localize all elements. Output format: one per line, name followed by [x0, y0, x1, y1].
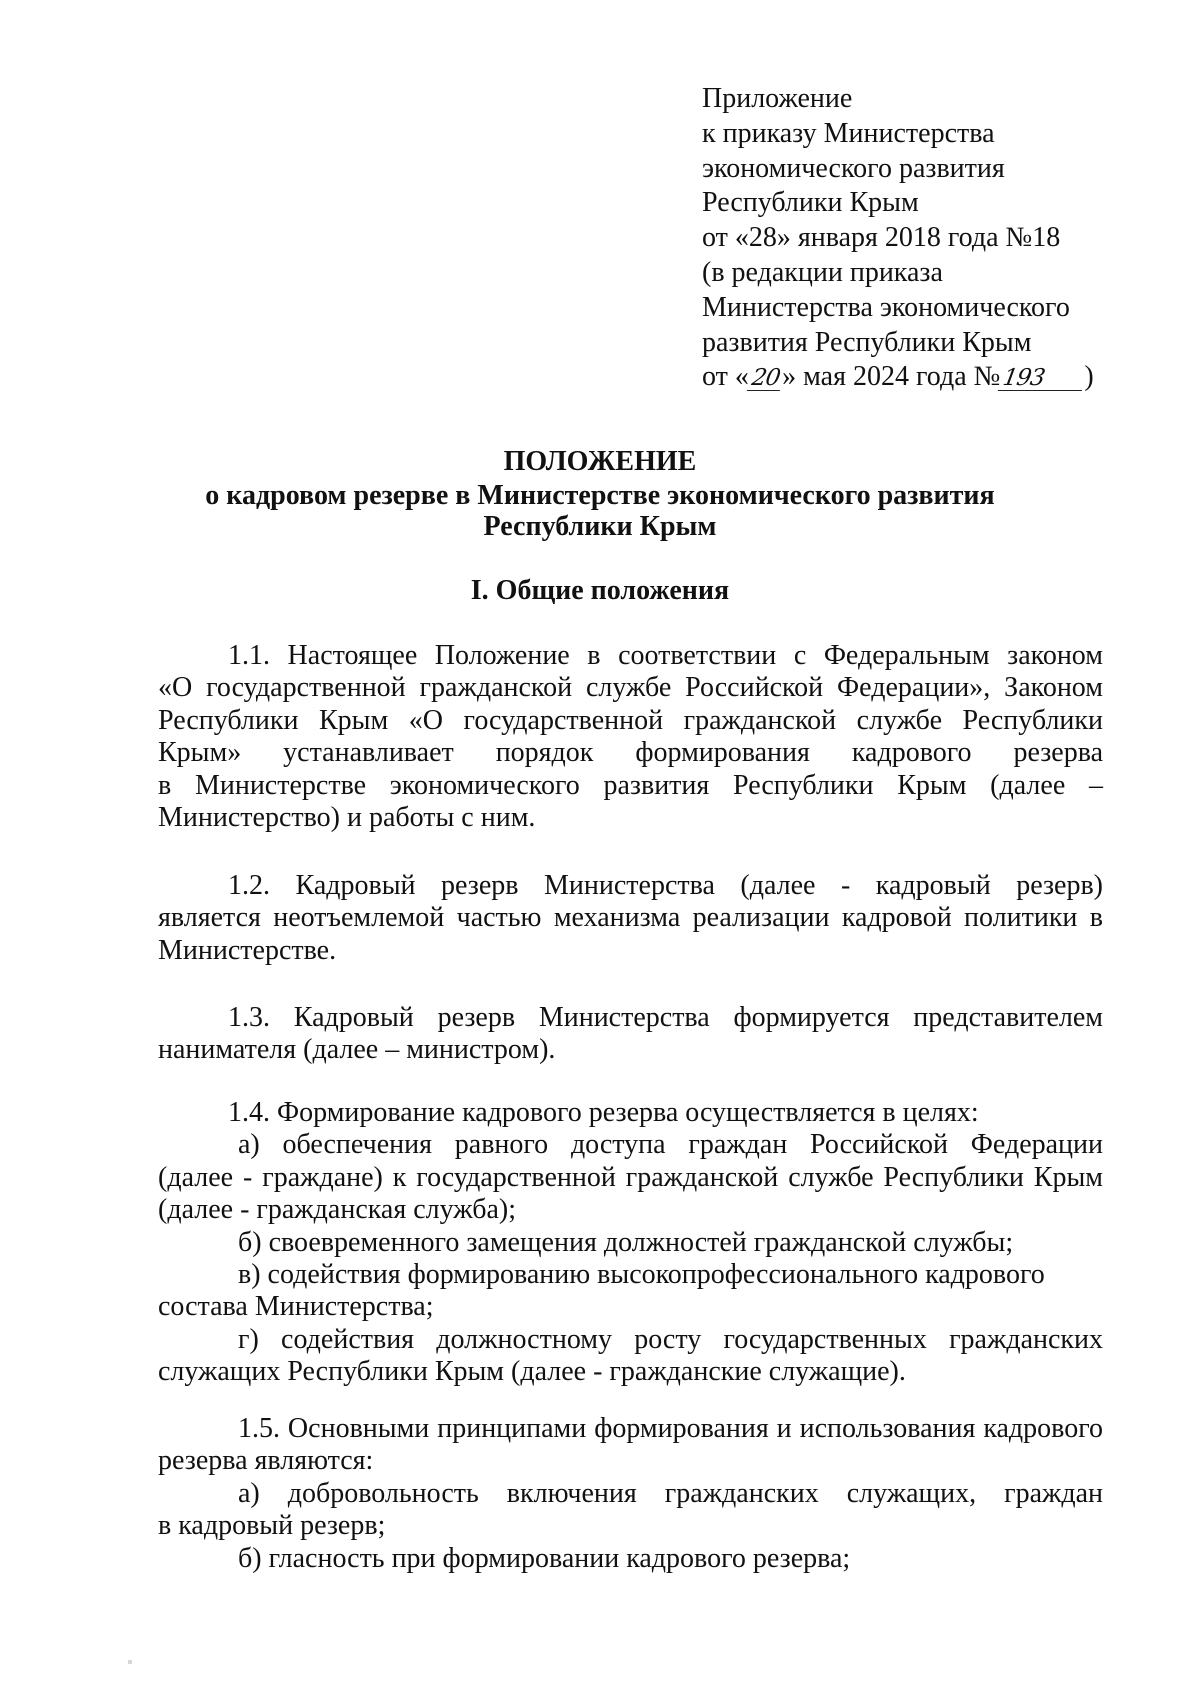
list-item-b: б) своевременного замещения должностей гражданской службы;	[238, 1226, 1014, 1258]
paragraph-1-5	[158, 1413, 1103, 1575]
paragraph-row: (далее - гражданская служба);	[158, 1194, 517, 1226]
paragraph-1-3	[158, 1002, 1103, 1067]
list-item-b: б) гласность при формировании кадрового резерва;	[238, 1542, 851, 1574]
appendix-line: развития Республики Крым	[702, 326, 1032, 358]
paragraph-row: состава Министерства;	[158, 1291, 434, 1323]
appendix-line: Приложение	[702, 83, 853, 114]
paragraph-row: 1.4. Формирование кадрового резерва осуществляется в целях:	[228, 1097, 979, 1128]
paragraph-row: нанимателя (далее – министром).	[158, 1034, 556, 1066]
paragraph-row: 1.1. Настоящее Положение в соответствии с Федеральным законом	[228, 640, 1103, 671]
document-title: ПОЛОЖЕНИЕ	[503, 446, 697, 477]
list-item-c: в) содействия формированию высокопрофессионального кадрового	[238, 1259, 1045, 1291]
appendix-block	[702, 82, 1142, 395]
appendix-line: Республики Крым	[702, 187, 919, 219]
handwritten-day: 20	[747, 366, 785, 391]
section-heading: I. Общие положения	[470, 575, 730, 606]
paragraph-1-1	[158, 640, 1103, 834]
appendix-line: экономического развития	[702, 152, 1005, 184]
appendix-last-suffix: )	[1084, 361, 1094, 393]
paragraph-row: Республики Крым «О государственной гражданской службе Республики	[158, 704, 1103, 736]
paragraph-1-4	[158, 1097, 1103, 1389]
paragraph-row: резерва являются:	[158, 1445, 374, 1477]
paragraph-row: 1.2. Кадровый резерв Министерства (далее - кадровый резерв)	[228, 870, 1103, 901]
paragraph-row: «О государственной гражданской службе Российской Федерации», Законом	[158, 672, 1103, 704]
appendix-last-prefix: от «	[702, 361, 749, 393]
paragraph-row: Министерство) и работы с ним.	[158, 802, 536, 834]
appendix-line: Министерства экономического	[702, 291, 1070, 323]
appendix-line: к приказу Министерства	[702, 117, 995, 149]
document-subtitle-line: Республики Крым	[483, 511, 717, 542]
appendix-last-line	[702, 360, 1142, 395]
paragraph-row: в Министерстве экономического развития Республики Крым (далее –	[158, 769, 1103, 801]
document-subtitle-line: о кадровом резерве в Министерстве экономического развития	[205, 480, 995, 511]
paragraph-row: в кадровый резерв;	[158, 1510, 386, 1542]
appendix-line: от «28» января 2018 года №18	[702, 222, 1061, 254]
appendix-last-mid: » мая 2024 года №	[782, 361, 1001, 393]
paragraph-1-2	[158, 870, 1103, 967]
handwritten-order-number: 193	[998, 366, 1086, 391]
paragraph-row: (далее - граждане) к государственной гражданской службе Республики Крым	[158, 1161, 1103, 1193]
list-item-a: а) добровольность включения гражданских служащих, граждан	[238, 1477, 1103, 1509]
paragraph-row: Министерстве.	[158, 934, 337, 966]
paragraph-row: Крым» устанавливает порядок формирования кадрового резерва	[158, 737, 1103, 769]
list-item-a: а) обеспечения равного доступа граждан Российской Федерации	[238, 1129, 1103, 1161]
paragraph-row: служащих Республики Крым (далее - гражданские служащие).	[158, 1356, 906, 1388]
appendix-line: (в редакции приказа	[702, 256, 943, 288]
list-item-d: г) содействия должностному росту государственных гражданских	[238, 1323, 1103, 1355]
paragraph-row: 1.3. Кадровый резерв Министерства формируется представителем	[228, 1002, 1103, 1033]
paragraph-row: является неотъемлемой частью механизма реализации кадровой политики в	[158, 902, 1103, 934]
paragraph-row: 1.5. Основными принципами формирования и использования кадрового	[238, 1413, 1103, 1444]
scan-speck	[128, 1660, 132, 1664]
